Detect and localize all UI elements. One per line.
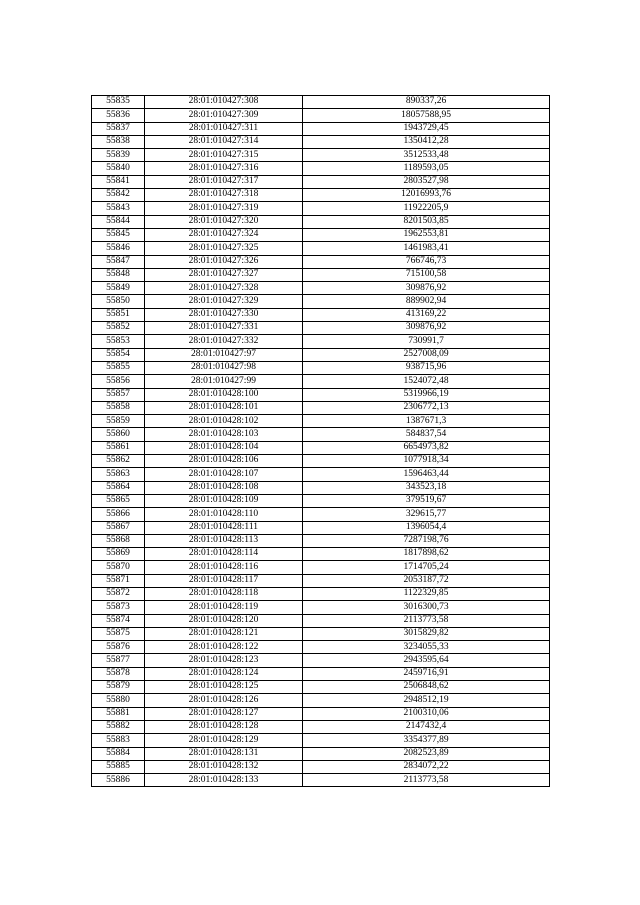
- cadastral-number-cell: 28:01:010427:318: [145, 189, 303, 202]
- value-cell: 1524072,48: [303, 375, 550, 388]
- value-cell: 2100310,06: [303, 707, 550, 720]
- value-cell: 1189593,05: [303, 162, 550, 175]
- row-number-cell: 55884: [92, 747, 145, 760]
- row-number-cell: 55836: [92, 109, 145, 122]
- cadastral-number-cell: 28:01:010427:98: [145, 361, 303, 374]
- cadastral-number-cell: 28:01:010427:327: [145, 268, 303, 281]
- table-row: [92, 149, 550, 162]
- cadastral-number-cell: 28:01:010428:108: [145, 481, 303, 494]
- value-cell: 584837,54: [303, 428, 550, 441]
- row-number-cell: 55868: [92, 534, 145, 547]
- table-row: [92, 441, 550, 454]
- table-row: [92, 694, 550, 707]
- cadastral-number-cell: 28:01:010427:309: [145, 109, 303, 122]
- row-number-cell: 55843: [92, 202, 145, 215]
- value-cell: 2506848,62: [303, 681, 550, 694]
- table-row: [92, 96, 550, 109]
- value-cell: 2948512,19: [303, 694, 550, 707]
- value-cell: 1962553,81: [303, 228, 550, 241]
- value-cell: 413169,22: [303, 308, 550, 321]
- row-number-cell: 55846: [92, 242, 145, 255]
- cadastral-number-cell: 28:01:010428:119: [145, 601, 303, 614]
- cadastral-number-cell: 28:01:010427:317: [145, 175, 303, 188]
- cadastral-number-cell: 28:01:010428:106: [145, 455, 303, 468]
- cadastral-number-cell: 28:01:010428:102: [145, 415, 303, 428]
- value-cell: 2113773,58: [303, 774, 550, 787]
- row-number-cell: 55863: [92, 468, 145, 481]
- table-row: [92, 494, 550, 507]
- table-row: [92, 468, 550, 481]
- cadastral-number-cell: 28:01:010427:328: [145, 282, 303, 295]
- value-cell: 1461983,41: [303, 242, 550, 255]
- table-row: [92, 654, 550, 667]
- row-number-cell: 55859: [92, 415, 145, 428]
- row-number-cell: 55838: [92, 135, 145, 148]
- row-number-cell: 55880: [92, 694, 145, 707]
- cadastral-number-cell: 28:01:010427:325: [145, 242, 303, 255]
- cadastral-number-cell: 28:01:010427:329: [145, 295, 303, 308]
- cadastral-number-cell: 28:01:010427:315: [145, 149, 303, 162]
- table-row: [92, 189, 550, 202]
- row-number-cell: 55860: [92, 428, 145, 441]
- cadastral-number-cell: 28:01:010427:97: [145, 348, 303, 361]
- value-cell: 1396054,4: [303, 521, 550, 534]
- cadastral-number-cell: 28:01:010428:110: [145, 508, 303, 521]
- cadastral-number-cell: 28:01:010428:118: [145, 587, 303, 600]
- cadastral-number-cell: 28:01:010428:100: [145, 388, 303, 401]
- cadastral-number-cell: 28:01:010428:132: [145, 760, 303, 773]
- cadastral-number-cell: 28:01:010428:107: [145, 468, 303, 481]
- row-number-cell: 55872: [92, 587, 145, 600]
- table-row: [92, 308, 550, 321]
- row-number-cell: 55856: [92, 375, 145, 388]
- value-cell: 6654973,82: [303, 441, 550, 454]
- table-row: [92, 747, 550, 760]
- cadastral-number-cell: 28:01:010427:331: [145, 322, 303, 335]
- table-row: [92, 508, 550, 521]
- value-cell: 730991,7: [303, 335, 550, 348]
- table-row: [92, 388, 550, 401]
- row-number-cell: 55840: [92, 162, 145, 175]
- cadastral-number-cell: 28:01:010428:117: [145, 574, 303, 587]
- row-number-cell: 55873: [92, 601, 145, 614]
- table-row: [92, 641, 550, 654]
- value-cell: 8201503,85: [303, 215, 550, 228]
- value-cell: 309876,92: [303, 322, 550, 335]
- row-number-cell: 55848: [92, 268, 145, 281]
- cadastral-number-cell: 28:01:010428:125: [145, 681, 303, 694]
- table-row: [92, 734, 550, 747]
- table-row: [92, 375, 550, 388]
- value-cell: 1943729,45: [303, 122, 550, 135]
- table-row: [92, 122, 550, 135]
- value-cell: 3015829,82: [303, 627, 550, 640]
- cadastral-number-cell: 28:01:010428:128: [145, 720, 303, 733]
- cadastral-number-cell: 28:01:010428:122: [145, 641, 303, 654]
- row-number-cell: 55864: [92, 481, 145, 494]
- row-number-cell: 55849: [92, 282, 145, 295]
- table-body: [92, 96, 550, 787]
- table-row: [92, 521, 550, 534]
- row-number-cell: 55857: [92, 388, 145, 401]
- cadastral-number-cell: 28:01:010428:123: [145, 654, 303, 667]
- row-number-cell: 55881: [92, 707, 145, 720]
- cadastral-number-cell: 28:01:010428:124: [145, 667, 303, 680]
- table-row: [92, 202, 550, 215]
- row-number-cell: 55883: [92, 734, 145, 747]
- table-row: [92, 255, 550, 268]
- value-cell: 1122329,85: [303, 587, 550, 600]
- cadastral-number-cell: 28:01:010428:113: [145, 534, 303, 547]
- table-row: [92, 561, 550, 574]
- cadastral-number-cell: 28:01:010428:103: [145, 428, 303, 441]
- table-row: [92, 228, 550, 241]
- row-number-cell: 55866: [92, 508, 145, 521]
- table-row: [92, 574, 550, 587]
- value-cell: 889902,94: [303, 295, 550, 308]
- cadastral-number-cell: 28:01:010427:330: [145, 308, 303, 321]
- table-row: [92, 322, 550, 335]
- row-number-cell: 55886: [92, 774, 145, 787]
- cadastral-number-cell: 28:01:010428:104: [145, 441, 303, 454]
- cadastral-number-cell: 28:01:010428:127: [145, 707, 303, 720]
- row-number-cell: 55876: [92, 641, 145, 654]
- value-cell: 1714705,24: [303, 561, 550, 574]
- cadastral-number-cell: 28:01:010427:311: [145, 122, 303, 135]
- row-number-cell: 55847: [92, 255, 145, 268]
- cadastral-number-cell: 28:01:010428:101: [145, 401, 303, 414]
- value-cell: 766746,73: [303, 255, 550, 268]
- table-row: [92, 534, 550, 547]
- value-cell: 3512533,48: [303, 149, 550, 162]
- table-row: [92, 135, 550, 148]
- row-number-cell: 55878: [92, 667, 145, 680]
- value-cell: 890337,26: [303, 96, 550, 109]
- cadastral-number-cell: 28:01:010427:319: [145, 202, 303, 215]
- row-number-cell: 55835: [92, 96, 145, 109]
- row-number-cell: 55879: [92, 681, 145, 694]
- row-number-cell: 55858: [92, 401, 145, 414]
- cadastral-number-cell: 28:01:010428:121: [145, 627, 303, 640]
- row-number-cell: 55842: [92, 189, 145, 202]
- row-number-cell: 55839: [92, 149, 145, 162]
- cadastral-number-cell: 28:01:010428:114: [145, 548, 303, 561]
- cadastral-value-table: [91, 95, 550, 787]
- row-number-cell: 55837: [92, 122, 145, 135]
- value-cell: 1596463,44: [303, 468, 550, 481]
- table-row: [92, 720, 550, 733]
- cadastral-number-cell: 28:01:010427:320: [145, 215, 303, 228]
- value-cell: 3354377,89: [303, 734, 550, 747]
- value-cell: 2147432,4: [303, 720, 550, 733]
- table-row: [92, 587, 550, 600]
- cadastral-number-cell: 28:01:010427:332: [145, 335, 303, 348]
- value-cell: 1387671,3: [303, 415, 550, 428]
- value-cell: 2306772,13: [303, 401, 550, 414]
- table-row: [92, 481, 550, 494]
- value-cell: 2803527,98: [303, 175, 550, 188]
- row-number-cell: 55875: [92, 627, 145, 640]
- value-cell: 1350412,28: [303, 135, 550, 148]
- table-row: [92, 707, 550, 720]
- table-row: [92, 268, 550, 281]
- table-row: [92, 455, 550, 468]
- value-cell: 18057588,95: [303, 109, 550, 122]
- table-row: [92, 282, 550, 295]
- value-cell: 3234055,33: [303, 641, 550, 654]
- value-cell: 343523,18: [303, 481, 550, 494]
- cadastral-number-cell: 28:01:010428:116: [145, 561, 303, 574]
- table-row: [92, 548, 550, 561]
- cadastral-number-cell: 28:01:010427:314: [145, 135, 303, 148]
- table-row: [92, 348, 550, 361]
- cadastral-number-cell: 28:01:010427:316: [145, 162, 303, 175]
- table-row: [92, 760, 550, 773]
- row-number-cell: 55854: [92, 348, 145, 361]
- row-number-cell: 55841: [92, 175, 145, 188]
- row-number-cell: 55861: [92, 441, 145, 454]
- cadastral-number-cell: 28:01:010428:133: [145, 774, 303, 787]
- value-cell: 1077918,34: [303, 455, 550, 468]
- row-number-cell: 55885: [92, 760, 145, 773]
- table-row: [92, 681, 550, 694]
- value-cell: 11922205,9: [303, 202, 550, 215]
- cadastral-number-cell: 28:01:010428:109: [145, 494, 303, 507]
- cadastral-number-cell: 28:01:010427:99: [145, 375, 303, 388]
- row-number-cell: 55850: [92, 295, 145, 308]
- table-row: [92, 774, 550, 787]
- value-cell: 7287198,76: [303, 534, 550, 547]
- table-row: [92, 401, 550, 414]
- row-number-cell: 55877: [92, 654, 145, 667]
- row-number-cell: 55870: [92, 561, 145, 574]
- table-row: [92, 415, 550, 428]
- cadastral-number-cell: 28:01:010427:326: [145, 255, 303, 268]
- row-number-cell: 55845: [92, 228, 145, 241]
- value-cell: 938715,96: [303, 361, 550, 374]
- row-number-cell: 55852: [92, 322, 145, 335]
- row-number-cell: 55874: [92, 614, 145, 627]
- value-cell: 5319966,19: [303, 388, 550, 401]
- cadastral-number-cell: 28:01:010428:131: [145, 747, 303, 760]
- value-cell: 2082523,89: [303, 747, 550, 760]
- row-number-cell: 55851: [92, 308, 145, 321]
- table-row: [92, 295, 550, 308]
- value-cell: 2459716,91: [303, 667, 550, 680]
- table-row: [92, 175, 550, 188]
- cadastral-number-cell: 28:01:010428:129: [145, 734, 303, 747]
- cadastral-number-cell: 28:01:010427:324: [145, 228, 303, 241]
- cadastral-number-cell: 28:01:010428:126: [145, 694, 303, 707]
- table-row: [92, 361, 550, 374]
- table-row: [92, 601, 550, 614]
- value-cell: 3016300,73: [303, 601, 550, 614]
- table-row: [92, 215, 550, 228]
- value-cell: 2943595,64: [303, 654, 550, 667]
- table-row: [92, 162, 550, 175]
- value-cell: 2527008,09: [303, 348, 550, 361]
- cadastral-number-cell: 28:01:010427:308: [145, 96, 303, 109]
- value-cell: 12016993,76: [303, 189, 550, 202]
- row-number-cell: 55844: [92, 215, 145, 228]
- row-number-cell: 55867: [92, 521, 145, 534]
- table-row: [92, 428, 550, 441]
- table-row: [92, 667, 550, 680]
- table-row: [92, 614, 550, 627]
- cadastral-number-cell: 28:01:010428:120: [145, 614, 303, 627]
- table-row: [92, 627, 550, 640]
- cadastral-number-cell: 28:01:010428:111: [145, 521, 303, 534]
- table-row: [92, 242, 550, 255]
- value-cell: 2834072,22: [303, 760, 550, 773]
- row-number-cell: 55882: [92, 720, 145, 733]
- row-number-cell: 55855: [92, 361, 145, 374]
- value-cell: 1817898,62: [303, 548, 550, 561]
- table-row: [92, 335, 550, 348]
- row-number-cell: 55862: [92, 455, 145, 468]
- row-number-cell: 55871: [92, 574, 145, 587]
- row-number-cell: 55865: [92, 494, 145, 507]
- row-number-cell: 55869: [92, 548, 145, 561]
- value-cell: 309876,92: [303, 282, 550, 295]
- value-cell: 2113773,58: [303, 614, 550, 627]
- value-cell: 379519,67: [303, 494, 550, 507]
- row-number-cell: 55853: [92, 335, 145, 348]
- table-row: [92, 109, 550, 122]
- value-cell: 329615,77: [303, 508, 550, 521]
- value-cell: 2053187,72: [303, 574, 550, 587]
- document-page: [91, 95, 550, 787]
- value-cell: 715100,58: [303, 268, 550, 281]
